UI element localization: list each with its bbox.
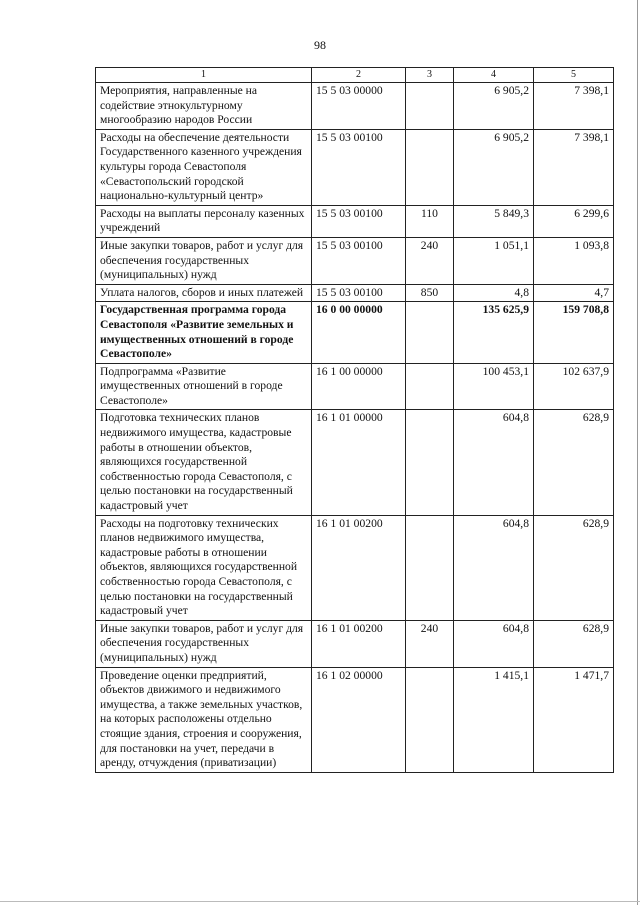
row-name: Государственная программа города Севастополя «Развитие земельных и имущественных отношений в городе Севастополе» [96, 302, 312, 363]
row-expense-type: 240 [406, 237, 454, 284]
scan-bottom-line [0, 901, 640, 902]
row-code: 15 5 03 00100 [312, 205, 406, 237]
table-row [96, 620, 614, 667]
row-expense-type: 240 [406, 620, 454, 667]
row-year2-amount: 628,9 [534, 410, 614, 515]
row-year1-amount: 100 453,1 [454, 363, 534, 410]
row-code: 16 0 00 00000 [312, 302, 406, 363]
column-header: 1 [96, 68, 312, 83]
row-year2-amount: 6 299,6 [534, 205, 614, 237]
row-name: Иные закупки товаров, работ и услуг для обеспечения государственных (муниципальных) нужд [96, 237, 312, 284]
column-header: 5 [534, 68, 614, 83]
row-expense-type: 110 [406, 205, 454, 237]
row-year2-amount: 1 093,8 [534, 237, 614, 284]
row-code: 16 1 01 00200 [312, 620, 406, 667]
row-year1-amount: 1 415,1 [454, 667, 534, 772]
row-year2-amount: 628,9 [534, 515, 614, 620]
row-year1-amount: 4,8 [454, 284, 534, 302]
row-year2-amount: 102 637,9 [534, 363, 614, 410]
row-expense-type [406, 363, 454, 410]
row-code: 16 1 01 00200 [312, 515, 406, 620]
row-code: 15 5 03 00100 [312, 237, 406, 284]
row-code: 15 5 03 00100 [312, 284, 406, 302]
table-row [96, 515, 614, 620]
table-row [96, 667, 614, 772]
row-name: Проведение оценки предприятий, объектов движимого и недвижимого имущества, а также земельных участков, на которых расположены отдельно стоящие здания, строения и сооружения, для постановки на учет, передачи в аренду, отчуждения (приватизации) [96, 667, 312, 772]
column-header: 3 [406, 68, 454, 83]
row-year1-amount: 1 051,1 [454, 237, 534, 284]
page-number: 98 [314, 38, 326, 52]
budget-table [95, 67, 614, 773]
row-year2-amount: 159 708,8 [534, 302, 614, 363]
table-row-program [96, 302, 614, 363]
table-row [96, 129, 614, 205]
row-expense-type [406, 410, 454, 515]
column-header: 2 [312, 68, 406, 83]
row-expense-type [406, 667, 454, 772]
row-expense-type: 850 [406, 284, 454, 302]
table-row [96, 363, 614, 410]
row-name: Иные закупки товаров, работ и услуг для обеспечения государственных (муниципальных) нужд [96, 620, 312, 667]
row-expense-type [406, 129, 454, 205]
row-year1-amount: 5 849,3 [454, 205, 534, 237]
table-row [96, 284, 614, 302]
row-name: Подготовка технических планов недвижимого имущества, кадастровые работы в отношении объектов, являющихся государственной собственностью города Севастополя, с целью постановки на государственный кадастровый учет [96, 410, 312, 515]
row-year2-amount: 7 398,1 [534, 83, 614, 130]
row-year2-amount: 4,7 [534, 284, 614, 302]
row-name: Уплата налогов, сборов и иных платежей [96, 284, 312, 302]
row-code: 16 1 00 00000 [312, 363, 406, 410]
row-code: 15 5 03 00100 [312, 129, 406, 205]
row-code: 15 5 03 00000 [312, 83, 406, 130]
row-name: Расходы на подготовку технических планов недвижимого имущества, кадастровые работы в отношении объектов, являющихся государственной собственностью города Севастополя, с целью постановки на государственный кадастровый учет [96, 515, 312, 620]
row-year1-amount: 6 905,2 [454, 129, 534, 205]
table-row [96, 83, 614, 130]
row-expense-type [406, 83, 454, 130]
row-name: Подпрограмма «Развитие имущественных отношений в городе Севастополе» [96, 363, 312, 410]
row-year1-amount: 604,8 [454, 515, 534, 620]
table-header-row [96, 68, 614, 83]
table-row [96, 410, 614, 515]
row-expense-type [406, 302, 454, 363]
table-row [96, 205, 614, 237]
row-year1-amount: 6 905,2 [454, 83, 534, 130]
row-name: Расходы на обеспечение деятельности Государственного казенного учреждения культуры города Севастополя «Севастопольский городской национально-культурный центр» [96, 129, 312, 205]
table-row [96, 237, 614, 284]
row-year1-amount: 604,8 [454, 620, 534, 667]
row-name: Расходы на выплаты персоналу казенных учреждений [96, 205, 312, 237]
row-year2-amount: 1 471,7 [534, 667, 614, 772]
row-code: 16 1 01 00000 [312, 410, 406, 515]
row-code: 16 1 02 00000 [312, 667, 406, 772]
scan-edge-line [637, 0, 638, 905]
row-name: Мероприятия, направленные на содействие этнокультурному многообразию народов России [96, 83, 312, 130]
row-year1-amount: 135 625,9 [454, 302, 534, 363]
row-expense-type [406, 515, 454, 620]
column-header: 4 [454, 68, 534, 83]
row-year2-amount: 7 398,1 [534, 129, 614, 205]
row-year1-amount: 604,8 [454, 410, 534, 515]
row-year2-amount: 628,9 [534, 620, 614, 667]
